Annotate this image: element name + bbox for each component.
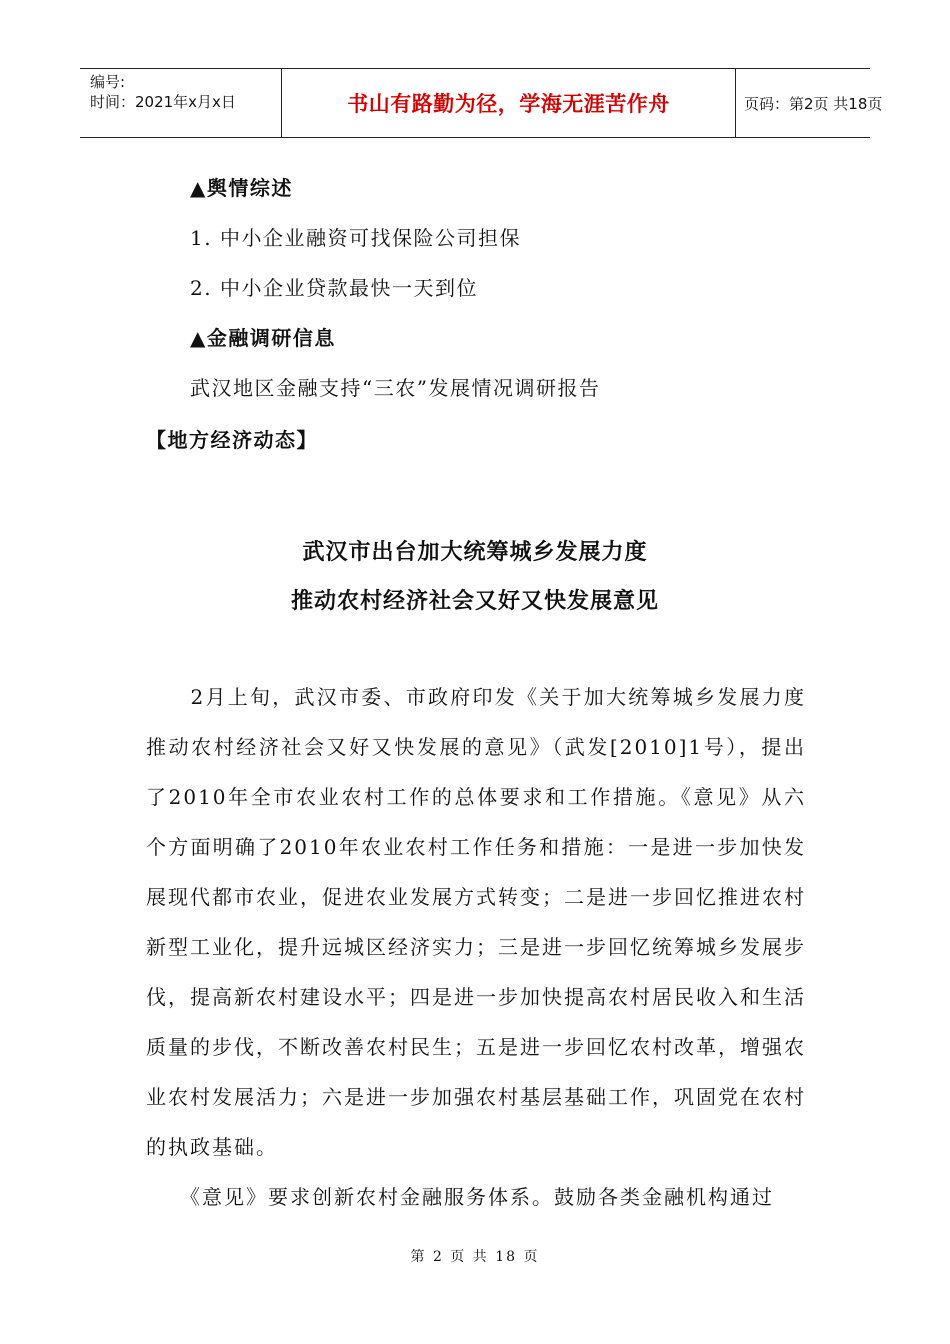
header-meta-cell	[80, 69, 282, 137]
article-paragraph-1: 2月上旬，武汉市委、市政府印发《关于加大统筹城乡发展力度推动农村经济社会又好又快发展的意见》（武发[2010]1号），提出了2010年全市农业农村工作的总体要求和工作措施。《意见》从六个方面明确了2010年农业农村工作任务和措施：一是进一步加快发展现代都市农业，促进农业发展方式转变；二是进一步回忆推进农村新型工业化，提升远城区经济实力；三是进一步回忆统筹城乡发展步伐，提高新农村建设水平；四是进一步加快提高农村居民收入和生活质量的步伐，不断改善农村民生；五是进一步回忆农村改革，增强农业农村发展活力；六是进一步加强农村基层基础工作，巩固党在农村的执政基础。	[146, 685, 806, 1159]
toc-item-1: 1. 中小企业融资可找保险公司担保	[190, 226, 521, 250]
toc-item-2: 2. 中小企业贷款最快一天到位	[190, 276, 478, 300]
header-motto: 书山有路勤为径，学海无涯苦作舟	[347, 92, 670, 116]
toc-item-3: 武汉地区金融支持“三农”发展情况调研报告	[190, 376, 601, 400]
section-heading-finance-research: ▲金融调研信息	[190, 326, 336, 350]
page-footer: 第 2 页 共 18 页	[410, 1249, 540, 1265]
document-number-label: 编号:	[90, 73, 126, 91]
article-paragraph-2: 《意见》要求创新农村金融服务体系。鼓励各类金融机构通过	[146, 1185, 774, 1209]
header-motto-cell	[282, 69, 736, 137]
article-title-line-1: 武汉市出台加大统筹城乡发展力度	[302, 540, 648, 565]
section-heading-public-opinion: ▲舆情综述	[190, 176, 293, 200]
document-time-label: 时间：2021年x月x日	[90, 93, 236, 111]
article-title-line-2: 推动农村经济社会又好又快发展意见	[290, 589, 659, 614]
section-heading-local-economy: 【地方经济动态】	[146, 428, 318, 452]
page-header-table	[80, 68, 883, 138]
header-page-info: 页码：第2页 共18页	[744, 94, 883, 113]
